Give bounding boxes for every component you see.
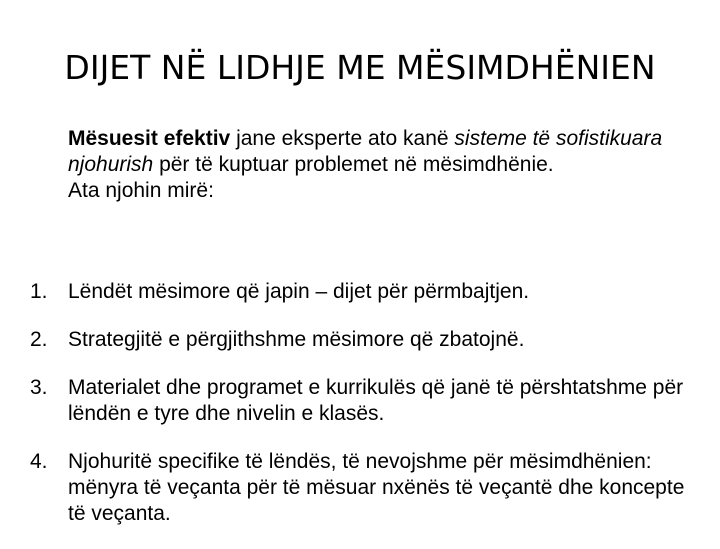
list-item-text: Materialet dhe programet e kurrikulës që janë të përshtatshme për lëndën e tyre dhe nivelin e klasës.	[68, 376, 684, 425]
list-item-number: 4.	[30, 450, 48, 473]
intro-paragraph	[68, 126, 678, 204]
list-item	[30, 375, 690, 427]
intro-text-1: jane eksperte ato kanë	[230, 127, 455, 150]
list-item	[30, 327, 690, 353]
list-item-text: Lëndët mësimore që japin – dijet për përmbajtjen.	[68, 280, 530, 303]
list-item-text: Njohuritë specifike të lëndës, të nevojshme për mësimdhënien: mënyra të veçanta për të mësuar nxënës të veçantë dhe koncepte të veçanta.	[68, 450, 685, 525]
intro-text-2: për të kuptuar problemet në mësimdhënie.	[153, 153, 554, 176]
list-item	[30, 279, 690, 305]
intro-italic-phrase: sisteme të sofistikuara njohurish	[68, 127, 663, 176]
intro-line-2: Ata njohin mirë:	[68, 179, 214, 202]
list-item-number: 1.	[30, 280, 48, 303]
slide-title: DIJET NË LIDHJE ME MËSIMDHËNIEN	[64, 48, 656, 87]
list-item-number: 3.	[30, 376, 48, 399]
intro-bold-lead: Mësuesit efektiv	[68, 127, 231, 150]
list-item-number: 2.	[30, 328, 48, 351]
list-item-text: Strategjitë e përgjithshme mësimore që zbatojnë.	[68, 328, 525, 351]
knowledge-list	[30, 279, 690, 549]
list-item	[30, 449, 690, 527]
